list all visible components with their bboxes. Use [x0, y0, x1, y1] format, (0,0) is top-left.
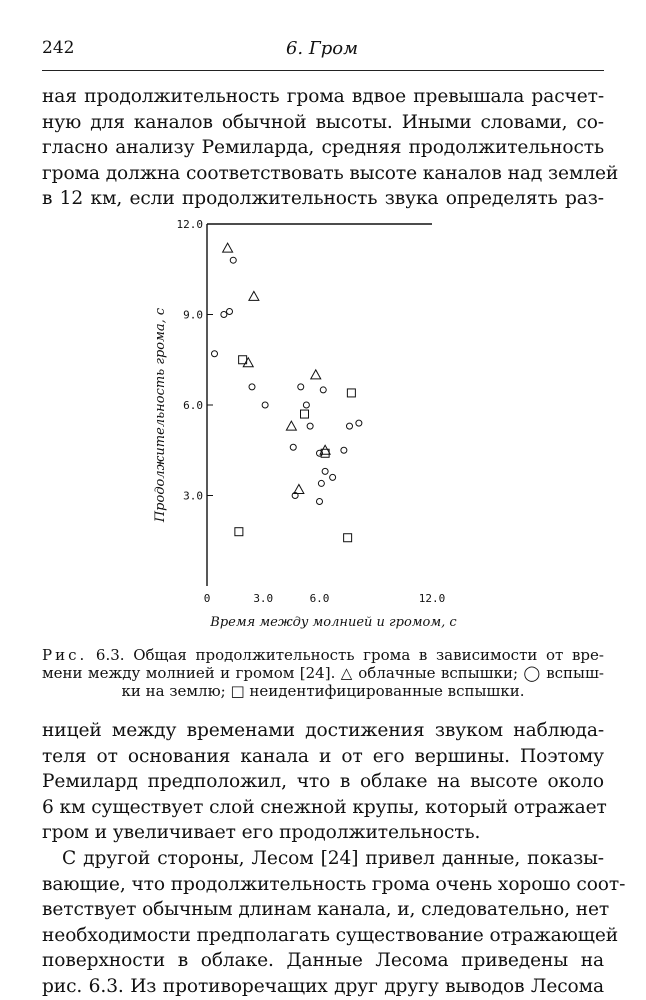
x-tick-label: 3.0	[253, 592, 274, 605]
text-line: гром и увеличивает его продолжительность.	[42, 822, 481, 843]
text-line: вающие, что продолжительность грома очень хорошо соот-	[42, 873, 626, 895]
y-tick-label: 6.0	[183, 399, 203, 412]
y-tick-label: 12.0	[176, 218, 203, 231]
data-point-circle	[230, 257, 236, 263]
data-point-triangle	[249, 291, 259, 300]
data-point-circle	[341, 447, 347, 453]
caption-number: 6.3.	[95, 646, 125, 664]
data-point-triangle	[286, 421, 296, 430]
text-line: 6 км существует слой снежной крупы, который отражает	[42, 796, 607, 818]
data-point-circle	[298, 384, 304, 390]
data-point-circle	[303, 402, 309, 408]
figure-caption	[42, 646, 604, 700]
page-header	[42, 38, 602, 64]
data-point-circle	[249, 384, 255, 390]
running-title: 6. Гром	[285, 38, 359, 59]
header-rule	[42, 70, 604, 71]
caption-line: мени между молнией и громом [24]. △ облачные вспышки; ◯ вспыш-	[42, 664, 604, 682]
data-point-square	[347, 389, 355, 397]
text-line: рис. 6.3. Из противоречащих друг другу выводов Лесома	[42, 975, 604, 997]
data-point-triangle	[311, 370, 321, 379]
text-line: грома должна соответствовать высоте каналов над землей	[42, 162, 619, 184]
text-line: Ремилард предположил, что в облаке на высоте около	[42, 771, 604, 792]
data-point-circle	[330, 474, 336, 480]
caption-line	[42, 646, 604, 664]
caption-text: Общая продолжительность грома в зависимости от вре-	[133, 646, 604, 664]
data-point-square	[344, 534, 352, 542]
text-line: ницей между временами достижения звуком наблюда-	[42, 720, 604, 741]
data-point-circle	[318, 480, 324, 486]
x-tick-label: 0	[203, 592, 211, 605]
caption-label: Рис.	[42, 646, 88, 664]
data-point-circle	[221, 312, 227, 318]
paragraph-bottom	[42, 846, 626, 999]
text-line: поверхности в облаке. Данные Лесома приведены на	[42, 950, 604, 971]
text-line: теля от основания канала и от его вершины. Поэтому	[42, 745, 604, 767]
data-point-triangle	[243, 358, 253, 367]
y-tick-label: 9.0	[183, 308, 203, 322]
y-axis-title: Продолжительность грома, с	[153, 307, 168, 523]
data-point-circle	[322, 468, 328, 474]
data-point-triangle	[223, 243, 233, 252]
data-point-square	[301, 410, 309, 418]
data-point-circle	[227, 308, 233, 314]
data-point-circle	[347, 423, 353, 429]
x-axis-title: Время между молнией и громом, с	[210, 615, 457, 630]
paragraph-mid	[42, 718, 607, 846]
scatter-chart	[150, 212, 490, 632]
text-line: ветствует обычным длинам канала, и, следовательно, нет	[42, 899, 610, 920]
page-number: 242	[42, 38, 75, 58]
data-point-circle	[307, 423, 313, 429]
data-point-circle	[356, 420, 362, 426]
data-point-circle	[212, 351, 218, 357]
caption-line: ки на землю; □ неидентифицированные вспышки.	[121, 682, 525, 700]
text-line: ная продолжительность грома вдвое превышала расчет-	[42, 86, 604, 107]
data-point-square	[235, 528, 243, 536]
data-point-circle	[317, 499, 323, 505]
text-line: гласно анализу Ремиларда, средняя продолжительность	[42, 137, 604, 158]
x-tick-label: 12.0	[418, 592, 446, 605]
paragraph-top	[42, 84, 619, 212]
data-point-circle	[290, 444, 296, 450]
data-point-circle	[262, 402, 268, 408]
text-line: в 12 км, если продолжительность звука определять раз-	[42, 188, 604, 209]
text-line: необходимости предполагать существование отражающей	[42, 924, 619, 946]
x-tick-label: 6.0	[309, 592, 330, 605]
text-line: С другой стороны, Лесом [24] привел данные, показы-	[62, 848, 604, 869]
text-line: ную для каналов обычной высоты. Иными словами, со-	[42, 111, 604, 133]
y-tick-label: 3.0	[183, 489, 203, 503]
data-point-circle	[320, 387, 326, 393]
